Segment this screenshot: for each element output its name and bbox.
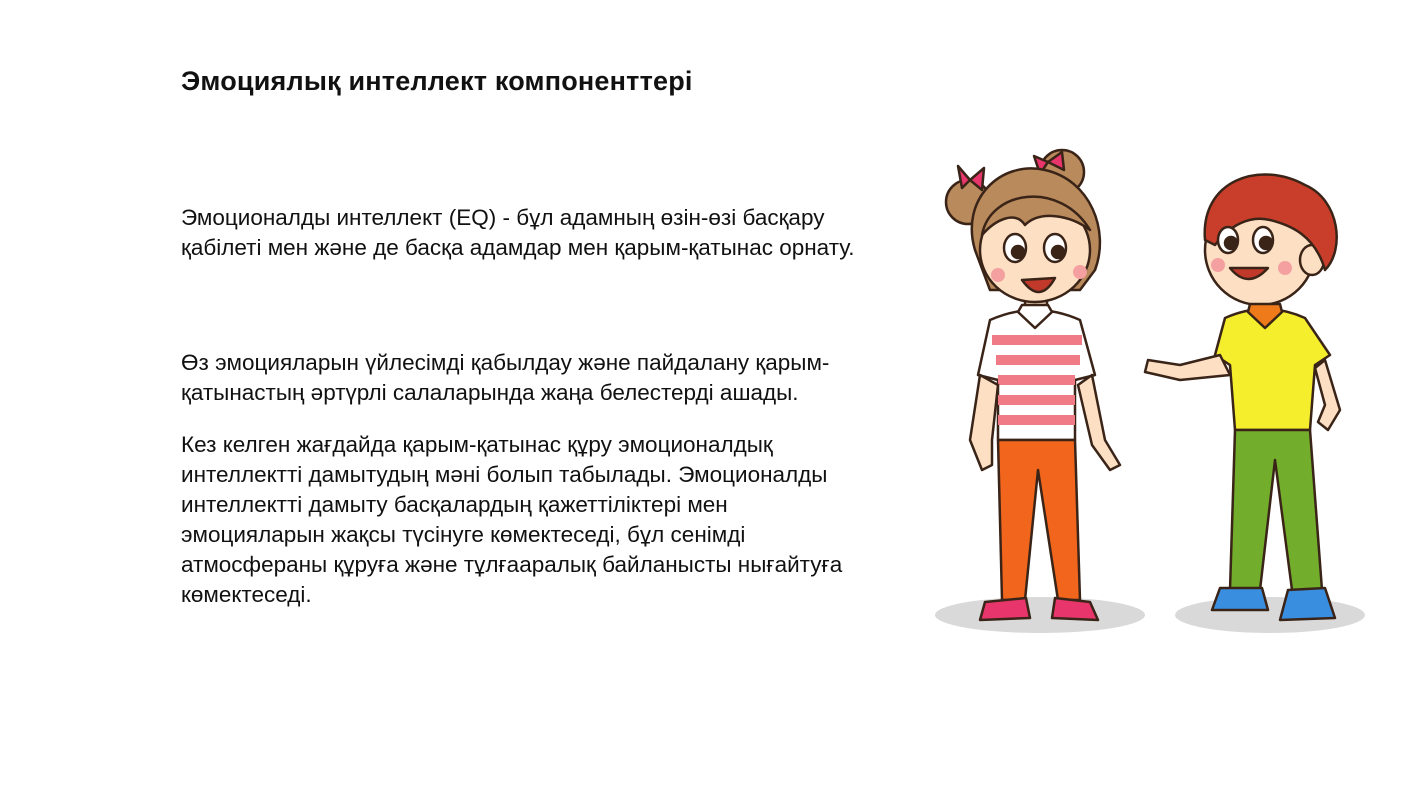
paragraph-definition: Эмоционалды интеллект (EQ) - бұл адамның өзін-өзі басқару қабілеті мен және де басқа адамдар мен қарым-қатынас орнату. (181, 205, 855, 260)
girl-shadow (935, 597, 1145, 633)
slide-title: Эмоциялық интеллект компоненттері (181, 66, 693, 96)
girl-figure (946, 150, 1120, 620)
boy-shadow (1175, 597, 1365, 633)
paragraph-development: Кез келген жағдайда қарым-қатынас құру эмоционалдық интеллектті дамытудың мәні болып табылады. Эмоционалды интеллектті дамыту басқалардың қажеттіліктері мен эмоцияларын жақсы түсінуге көмектеседі, бұл сенімді атмосфераны құруға және тұлғааралық байланысты нығайтуға көмектеседі. (181, 432, 843, 607)
boy-figure (1145, 174, 1340, 620)
paragraph-emotion-use: Өз эмоцияларын үйлесімді қабылдау және пайдалану қарым- қатынастың әртүрлі салаларында жаңа белестерді ашады. (181, 350, 830, 405)
kids-talking-illustration (930, 140, 1380, 650)
